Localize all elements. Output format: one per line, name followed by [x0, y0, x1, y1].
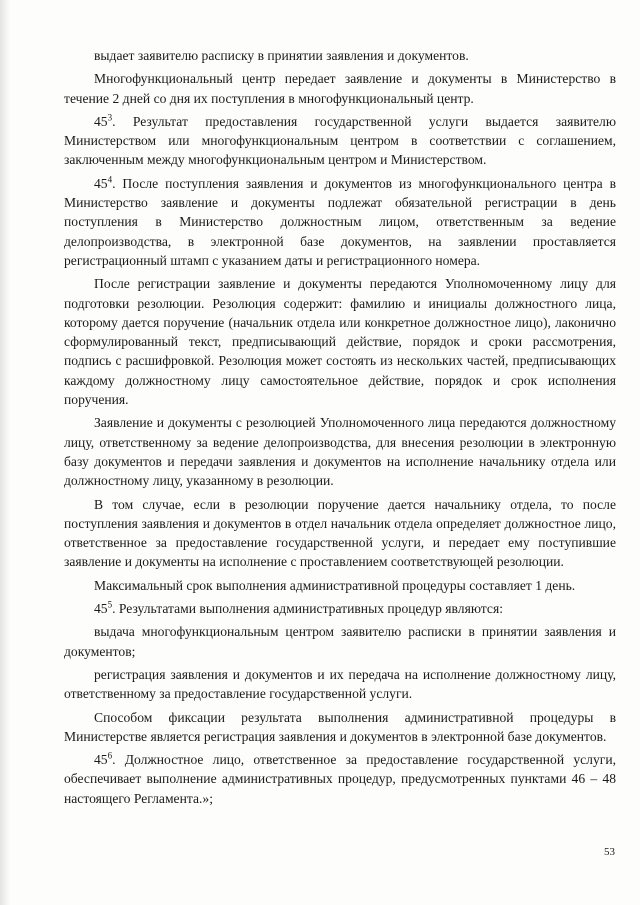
- clause-superscript: 5: [107, 599, 113, 610]
- paragraph-text: . Результатами выполнения административных процедур являются:: [112, 601, 503, 617]
- clause-number: 45: [94, 601, 108, 617]
- page-number: 53: [604, 846, 615, 858]
- paragraph: [64, 599, 616, 618]
- paragraph-text: Способом фиксации результата выполнения административной процедуры в Министерстве является регистрация заявления и документов в электронной базе документов.: [64, 709, 616, 744]
- paragraph: [64, 274, 616, 409]
- paragraph: [64, 46, 616, 65]
- paragraph-text: . Результат предоставления государственной услуги выдается заявителю Министерством или многофункциональным центром в соответствии с соглашением, заключенным между многофункциональным центром и Министерством.: [64, 113, 616, 168]
- paragraph-text: выдает заявителю расписку в принятии заявления и документов.: [94, 48, 469, 63]
- paragraph: [64, 495, 616, 572]
- clause-number: 45: [94, 175, 108, 191]
- document-body: [64, 46, 616, 808]
- paragraph: [64, 112, 616, 170]
- clause-superscript: 4: [107, 174, 113, 185]
- paragraph: [64, 665, 616, 704]
- paragraph: [64, 708, 616, 747]
- paragraph-text: выдача многофункциональным центром заявителю расписки в принятии заявления и документов;: [64, 624, 616, 659]
- paragraph-text: Заявление и документы с резолюцией Уполномоченного лица передаются должностному лицу, ответственному за ведение делопроизводства, для внесения резолюции в электронную базу документов и передачи заявления и документов на исполнение начальнику отдела или должностному лицу, указанному в резолюции.: [64, 415, 616, 489]
- paragraph-text: Многофункциональный центр передает заявление и документы в Министерство в течение 2 дней со дня их поступления в многофункциональный центр.: [64, 71, 616, 106]
- paragraph-text: регистрация заявления и документов и их передача на исполнение должностному лицу, ответственному за предоставление государственной услуги.: [64, 666, 616, 702]
- clause-number: 45: [94, 113, 108, 129]
- clause-number: 45: [94, 752, 108, 768]
- paragraph-text: После регистрации заявление и документы передаются Уполномоченному лицу для подготовки резолюции. Резолюция содержит: фамилию и инициалы должностного лица, которому дается поручение (начальник отдела или конкретное должностное лицо), лаконично сформулированный текст, предписывающий действие, порядок и сроки рассмотрения, подпись с расшифровкой. Резолюция может состоять из нескольких частей, предписывающих каждому должностному лицу самостоятельное действие, порядок и срок исполнения поручения.: [64, 276, 616, 408]
- paragraph-text: . Должностное лицо, ответственное за предоставление государственной услуги, обеспечивает выполнение административных процедур, предусмотренных пунктами 46 – 48 настоящего Регламента.»;: [64, 752, 616, 806]
- paragraph: [64, 174, 616, 270]
- paragraph: [64, 413, 616, 490]
- paragraph: [64, 69, 616, 108]
- paragraph-text: . После поступления заявления и документов из многофункционального центра в Министерство заявление и документы подлежат обязательной регистрации в день поступления в Министерство должностным лицом, ответственным за ведение делопроизводства, в электронной базе документов, на заявлении проставляется регистрационный штамп с указанием даты и регистрационного номера.: [64, 175, 616, 268]
- paragraph-text: В том случае, если в резолюции поручение дается начальнику отдела, то после поступления заявления и документов в отдел начальник отдела определяет должностное лицо, ответственное за предоставление государственной услуги, и передает ему поступившие заявление и документы на исполнение с проставлением соответствующей резолюции.: [64, 496, 616, 570]
- clause-superscript: 3: [107, 112, 113, 123]
- clause-superscript: 6: [107, 750, 113, 761]
- paragraph: [64, 750, 616, 808]
- scan-shadow: [0, 0, 10, 905]
- paragraph: [64, 622, 616, 661]
- paragraph-text: Максимальный срок выполнения административной процедуры составляет 1 день.: [94, 577, 576, 593]
- paragraph: [64, 576, 616, 595]
